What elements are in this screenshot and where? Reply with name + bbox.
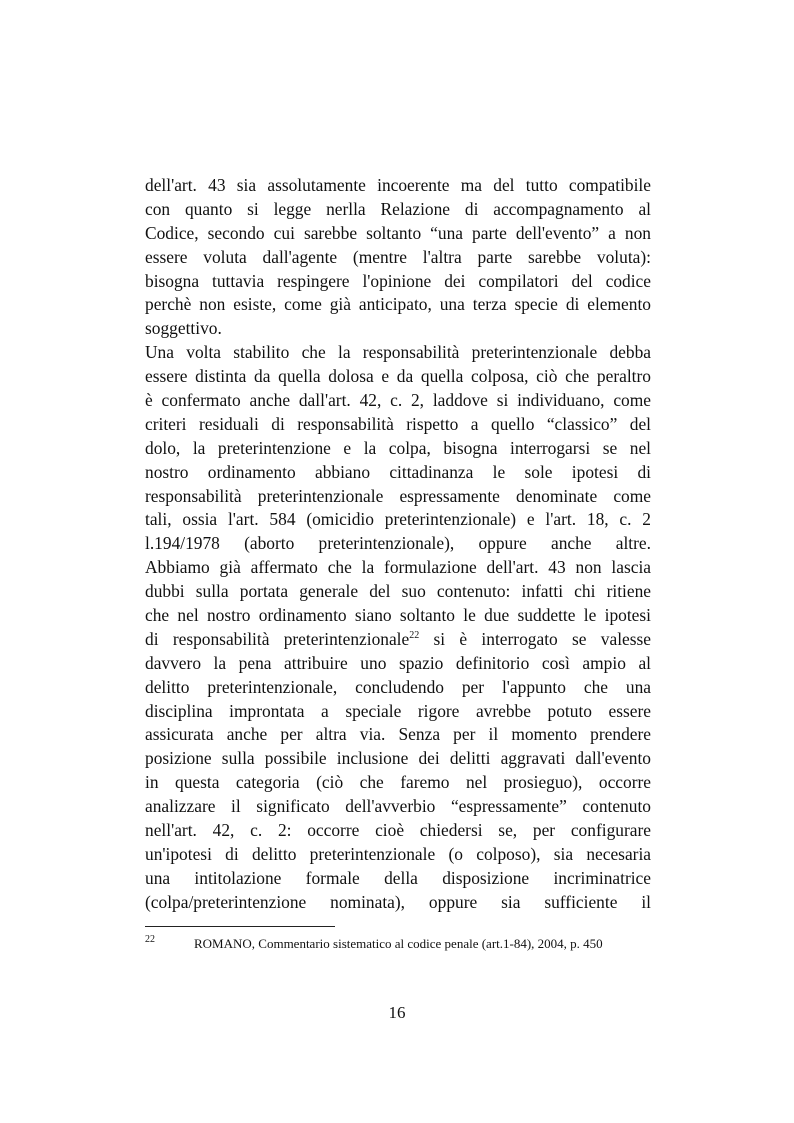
text-line: nostro ordinamento abbiano cittadinanza le sole ipotesi di <box>145 461 651 482</box>
text-line: disciplina improntata a speciale rigore avrebbe potuto essere <box>145 700 651 721</box>
text-line: essere voluta dall'agente (mentre l'altra parte sarebbe voluta): <box>145 246 651 267</box>
text-line: criteri residuali di responsabilità rispetto a quello “classico” del <box>145 413 651 434</box>
text-fragment: di responsabilità preterintenzionale <box>145 628 410 649</box>
text-line: delitto preterintenzionale, concludendo per l'appunto che una <box>145 676 651 697</box>
footnote-text: ROMANO, Commentario sistematico al codice penale (art.1-84), 2004, p. 450 <box>194 936 603 951</box>
text-line: bisogna tuttavia respingere l'opinione dei compilatori del codice <box>145 270 651 291</box>
text-line: in questa categoria (ciò che faremo nel prosieguo), occorre <box>145 772 651 793</box>
text-line: dubbi sulla portata generale del suo contenuto: infatti chi ritiene <box>145 581 651 602</box>
text-line: tali, ossia l'art. 584 (omicidio preterintenzionale) e l'art. 18, c. 2 <box>145 509 651 530</box>
text-line: è confermato anche dall'art. 42, c. 2, laddove si individuano, come <box>145 390 651 411</box>
text-line: soggettivo. <box>145 318 222 339</box>
footnote-separator <box>145 926 335 927</box>
text-line: (colpa/preterintenzione nominata), oppure sia sufficiente il <box>145 891 651 912</box>
text-line: un'ipotesi di delitto preterintenzionale (o colposo), sia necesaria <box>145 843 651 864</box>
footnote-number: 22 <box>145 934 155 945</box>
text-line: Abbiamo già affermato che la formulazione dell'art. 43 non lascia <box>145 557 651 578</box>
text-line: assicurata anche per altra via. Senza per il momento prendere <box>145 724 651 745</box>
text-line: posizione sulla possibile inclusione dei delitti aggravati dall'evento <box>145 748 651 769</box>
text-line: dell'art. 43 sia assolutamente incoerente ma del tutto compatibile <box>145 175 651 195</box>
text-line: responsabilità preterintenzionale espressamente denominate come <box>145 485 651 506</box>
page-number: 16 <box>388 1003 406 1022</box>
text-line: analizzare il significato dell'avverbio “espressamente” contenuto <box>145 796 651 817</box>
footnote-reference[interactable]: 22 <box>409 629 420 641</box>
text-fragment: si è interrogato se valesse <box>419 628 651 649</box>
text-line: perchè non esiste, come già anticipato, una terza specie di elemento <box>145 294 651 315</box>
text-line: una intitolazione formale della disposizione incriminatrice <box>145 867 651 888</box>
text-line: davvero la pena attribuire uno spazio definitorio così ampio al <box>145 652 651 673</box>
text-line: nell'art. 42, c. 2: occorre cioè chiedersi se, per configurare <box>145 820 651 841</box>
text-line: che nel nostro ordinamento siano soltanto le due suddette le ipotesi <box>145 605 651 626</box>
text-line: dolo, la preterintenzione e la colpa, bisogna interrogarsi se nel <box>145 437 651 458</box>
text-line: Una volta stabilito che la responsabilità preterintenzionale debba <box>145 342 651 363</box>
text-line: essere distinta da quella dolosa e da quella colposa, ciò che peraltro <box>145 366 651 387</box>
text-line-with-footnote-ref <box>145 628 651 652</box>
text-line: con quanto si legge nerlla Relazione di accompagnamento al <box>145 198 651 219</box>
text-line: Codice, secondo cui sarebbe soltanto “una parte dell'evento” a non <box>145 222 651 243</box>
text-line: l.194/1978 (aborto preterintenzionale), oppure anche altre. <box>145 533 651 554</box>
body-text <box>145 174 651 915</box>
